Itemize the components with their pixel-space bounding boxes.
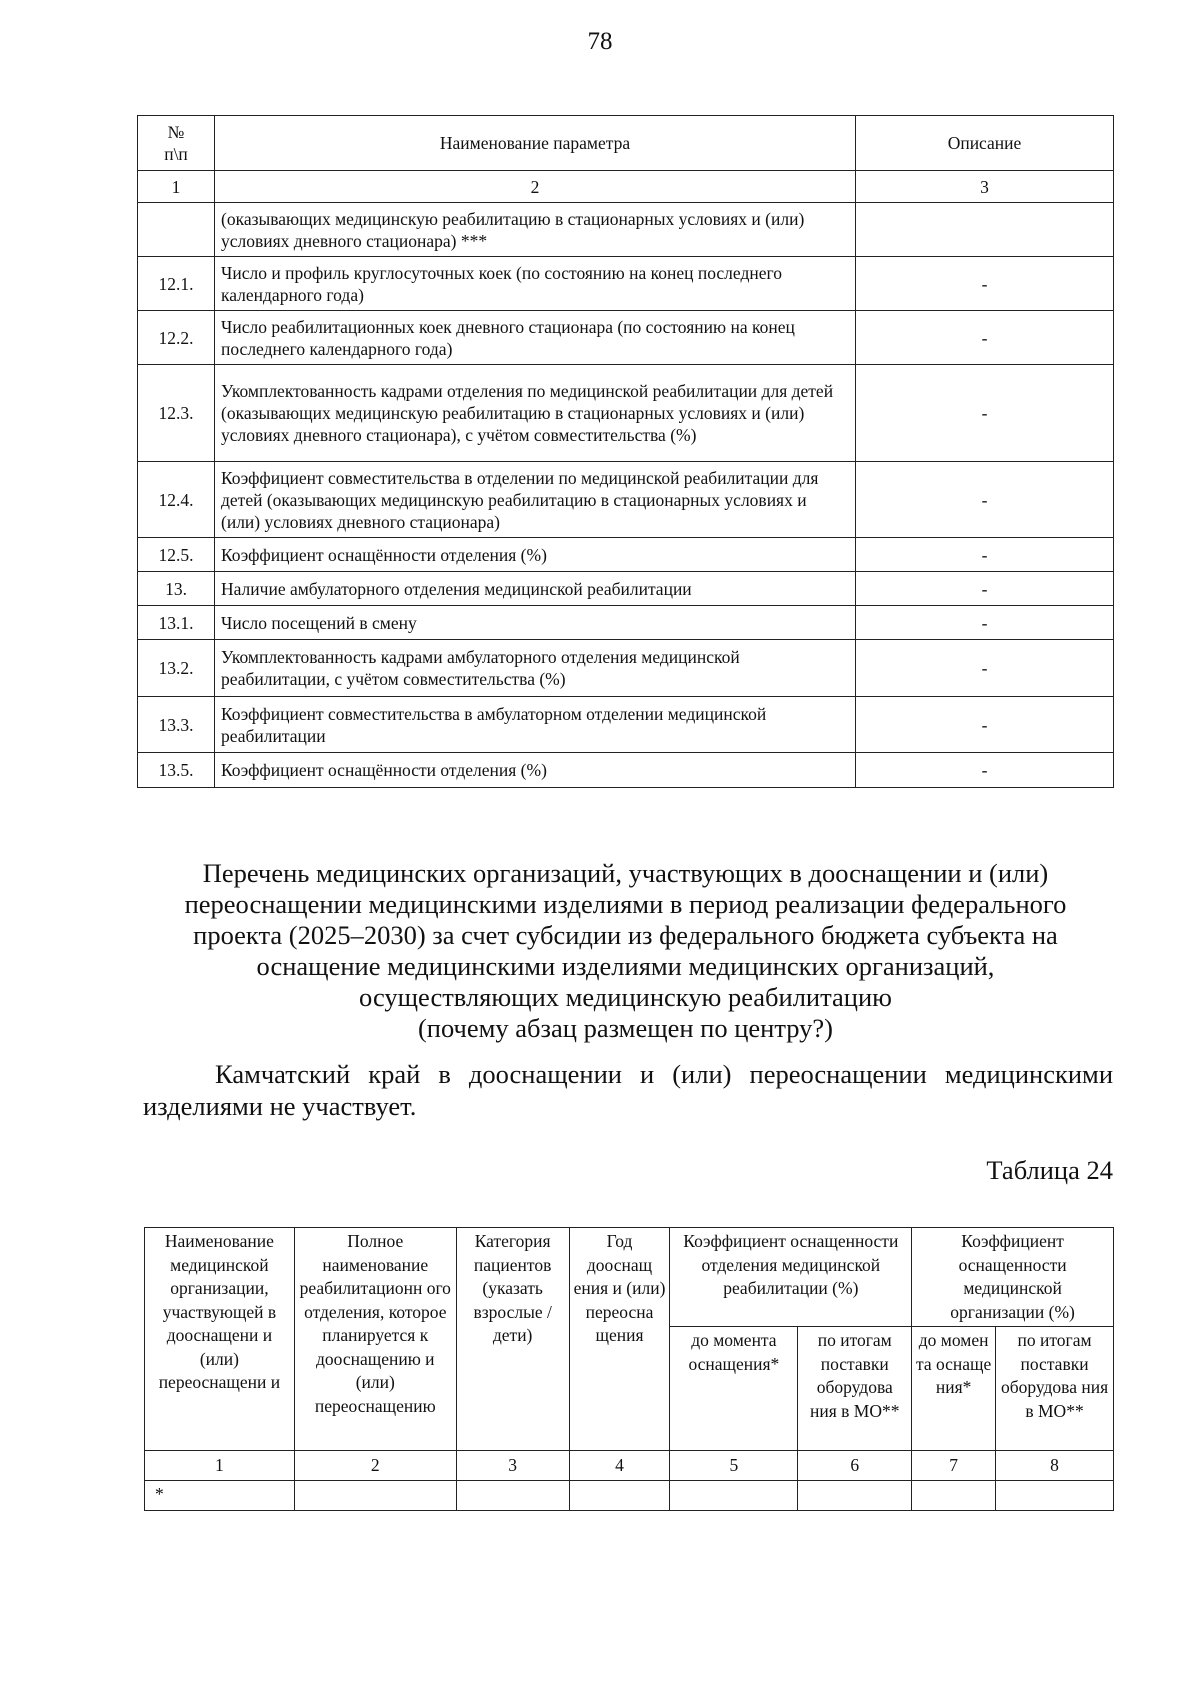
- equipment-table: [144, 1227, 1114, 1511]
- row-parameter: Число реабилитационных коек дневного стационара (по состоянию на конец последнего календарного года): [215, 311, 856, 365]
- row-description: -: [856, 257, 1114, 311]
- table-row: [138, 311, 1114, 365]
- header-org-before: до момен та оснаще ния*: [912, 1327, 996, 1451]
- row-number: 12.2.: [138, 311, 215, 365]
- header-department: Полное наименование реабилитационн ого отделения, которое планируется к дооснащению и (или) переоснащению: [294, 1228, 456, 1451]
- row-description: [856, 203, 1114, 257]
- row-parameter: Коэффициент совместительства в амбулаторном отделении медицинской реабилитации: [215, 697, 856, 753]
- table-cell: [569, 1481, 670, 1511]
- header-number: № п\п: [138, 116, 215, 171]
- table-row: [138, 203, 1114, 257]
- column-number-3: 3: [856, 171, 1114, 203]
- row-number: 13.1.: [138, 606, 215, 640]
- row-parameter: Укомплектованность кадрами амбулаторного отделения медицинской реабилитации, с учётом совместительства (%): [215, 640, 856, 697]
- header-org-after: по итогам поставки оборудова ния в МО**: [996, 1327, 1114, 1451]
- table-row: [138, 462, 1114, 538]
- row-number: 12.4.: [138, 462, 215, 538]
- row-description: -: [856, 640, 1114, 697]
- header-parameter: Наименование параметра: [215, 116, 856, 171]
- column-number: 3: [456, 1451, 569, 1481]
- section-heading: [137, 858, 1114, 1044]
- column-number: 5: [670, 1451, 798, 1481]
- heading-line: (почему абзац размещен по центру?): [417, 1013, 834, 1043]
- row-description: -: [856, 538, 1114, 572]
- column-number: 8: [996, 1451, 1114, 1481]
- column-number: 2: [294, 1451, 456, 1481]
- heading-line: осуществляющих медицинскую реабилитацию: [359, 982, 892, 1012]
- row-parameter: Коэффициент оснащённости отделения (%): [215, 538, 856, 572]
- column-number-row: [145, 1451, 1114, 1481]
- row-description: -: [856, 311, 1114, 365]
- table-row: [138, 572, 1114, 606]
- row-number: [138, 203, 215, 257]
- row-number: 13.: [138, 572, 215, 606]
- header-organization-coefficient: Коэффициент оснащенности медицинской организации (%): [912, 1228, 1114, 1327]
- row-number: 13.3.: [138, 697, 215, 753]
- table-row: [138, 257, 1114, 311]
- heading-line: проекта (2025–2030) за счет субсидии из федерального бюджета субъекта на: [193, 920, 1058, 950]
- column-number: 1: [145, 1451, 295, 1481]
- parameters-table: [137, 115, 1114, 788]
- header-category: Категория пациентов (указать взрослые / дети): [456, 1228, 569, 1451]
- table-row: [138, 753, 1114, 788]
- row-description: -: [856, 365, 1114, 462]
- table-row: [138, 606, 1114, 640]
- table-row: [138, 640, 1114, 697]
- column-number-1: 1: [138, 171, 215, 203]
- row-number: 12.3.: [138, 365, 215, 462]
- row-parameter: Наличие амбулаторного отделения медицинской реабилитации: [215, 572, 856, 606]
- table-cell: [912, 1481, 996, 1511]
- heading-line: переоснащении медицинскими изделиями в период реализации федерального: [184, 889, 1067, 919]
- column-number: 7: [912, 1451, 996, 1481]
- page-number: 78: [587, 28, 613, 55]
- row-parameter: Число посещений в смену: [215, 606, 856, 640]
- row-description: -: [856, 697, 1114, 753]
- row-parameter: Коэффициент совместительства в отделении по медицинской реабилитации для детей (оказывающих медицинскую реабилитацию в стационарных условиях и (или) условиях дневного стационара): [215, 462, 856, 538]
- heading-line: оснащение медицинскими изделиями медицинских организаций,: [256, 951, 995, 981]
- row-parameter: Коэффициент оснащённости отделения (%): [215, 753, 856, 788]
- table-cell: [456, 1481, 569, 1511]
- table-cell: [798, 1481, 912, 1511]
- table-cell: *: [145, 1481, 295, 1511]
- row-number: 12.5.: [138, 538, 215, 572]
- table-row: [138, 697, 1114, 753]
- row-description: -: [856, 572, 1114, 606]
- table-row: [138, 538, 1114, 572]
- header-description: Описание: [856, 116, 1114, 171]
- heading-line: Перечень медицинских организаций, участвующих в дооснащении и (или): [202, 858, 1049, 888]
- table-cell: [294, 1481, 456, 1511]
- table-cell: [670, 1481, 798, 1511]
- table-row: [145, 1481, 1114, 1511]
- table-label: Таблица 24: [986, 1155, 1113, 1185]
- row-number: 12.1.: [138, 257, 215, 311]
- column-number: 6: [798, 1451, 912, 1481]
- row-number: 13.2.: [138, 640, 215, 697]
- body-paragraph: Камчатский край в дооснащении и (или) переоснащении медицинскими изделиями не участвует.: [143, 1059, 1113, 1121]
- table-cell: [996, 1481, 1114, 1511]
- row-parameter: Число и профиль круглосуточных коек (по состоянию на конец последнего календарного года): [215, 257, 856, 311]
- column-number: 4: [569, 1451, 670, 1481]
- row-parameter: Укомплектованность кадрами отделения по медицинской реабилитации для детей (оказывающих медицинскую реабилитацию в стационарных условиях и (или) условиях дневного стационара), с учётом совместительства (%): [215, 365, 856, 462]
- column-number-2: 2: [215, 171, 856, 203]
- row-number: 13.5.: [138, 753, 215, 788]
- table-row: [138, 365, 1114, 462]
- header-year: Год дооснащ ения и (или) переосна щения: [569, 1228, 670, 1451]
- row-description: -: [856, 753, 1114, 788]
- header-organization: Наименование медицинской организации, участвующей в дооснащени и (или) переоснащени и: [145, 1228, 295, 1451]
- header-department-coefficient: Коэффициент оснащенности отделения медицинской реабилитации (%): [670, 1228, 912, 1327]
- row-parameter: (оказывающих медицинскую реабилитацию в стационарных условиях и (или) условиях дневного стационара) ***: [215, 203, 856, 257]
- header-dept-after: по итогам поставки оборудова ния в МО**: [798, 1327, 912, 1451]
- header-dept-before: до момента оснащения*: [670, 1327, 798, 1451]
- row-description: -: [856, 606, 1114, 640]
- row-description: -: [856, 462, 1114, 538]
